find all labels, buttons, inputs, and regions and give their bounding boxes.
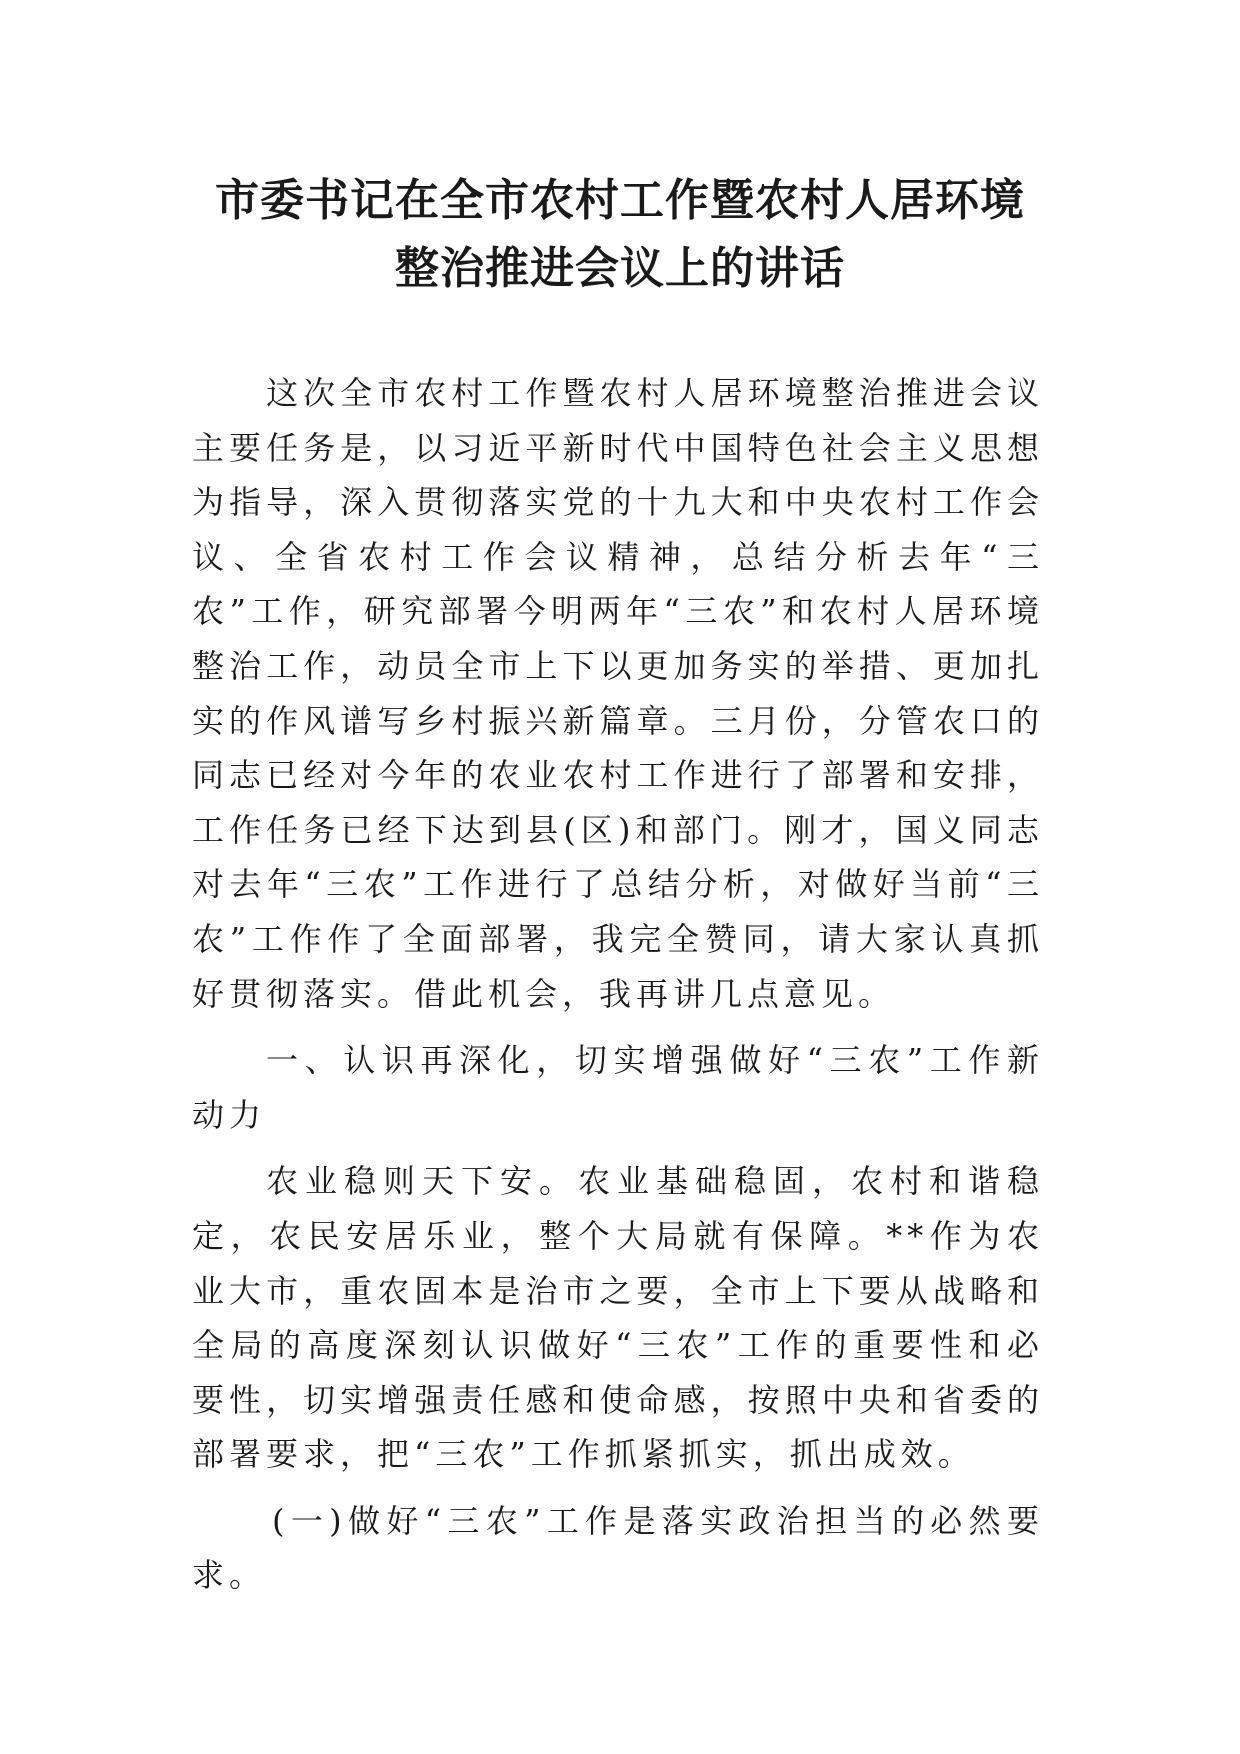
document-title-line-1: 市委书记在全市农村工作暨农村人居环境 [215,175,1025,226]
section-heading-1: 一、认识再深化，切实增强做好“三农”工作新动力 [192,1041,1044,1134]
document-body [192,366,1044,1603]
document-title-line-2: 整治推进会议上的讲话 [395,243,845,294]
intro-paragraph: 这次全市农村工作暨农村人居环境整治推进会议主要任务是，以习近平新时代中国特色社会主义思想为指导，深入贯彻落实党的十九大和中央农村工作会议、全省农村工作会议精神，总结分析去年“三农”工作，研究部署今明两年“三农”和农村人居环境整治工作，动员全市上下以更加务实的举措、更加扎实的作风谱写乡村振兴新篇章。三月份，分管农口的同志已经对今年的农业农村工作进行了部署和安排，工作任务已经下达到县(区)和部门。刚才，国义同志对去年“三农”工作进行了总结分析，对做好当前“三农”工作作了全面部署，我完全赞同，请大家认真抓好贯彻落实。借此机会，我再讲几点意见。 [192,374,1044,1013]
section-1-paragraph: 农业稳则天下安。农业基础稳固，农村和谐稳定，农民安居乐业，整个大局就有保障。**作为农业大市，重农固本是治市之要，全市上下要从战略和全局的高度深刻认识做好“三农”工作的重要性和必要性，切实增强责任感和使命感，按照中央和省委的部署要求，把“三农”工作抓紧抓实，抓出成效。 [192,1162,1044,1474]
subsection-heading-1: (一)做好“三农”工作是落实政治担当的必然要求。 [192,1501,1044,1595]
